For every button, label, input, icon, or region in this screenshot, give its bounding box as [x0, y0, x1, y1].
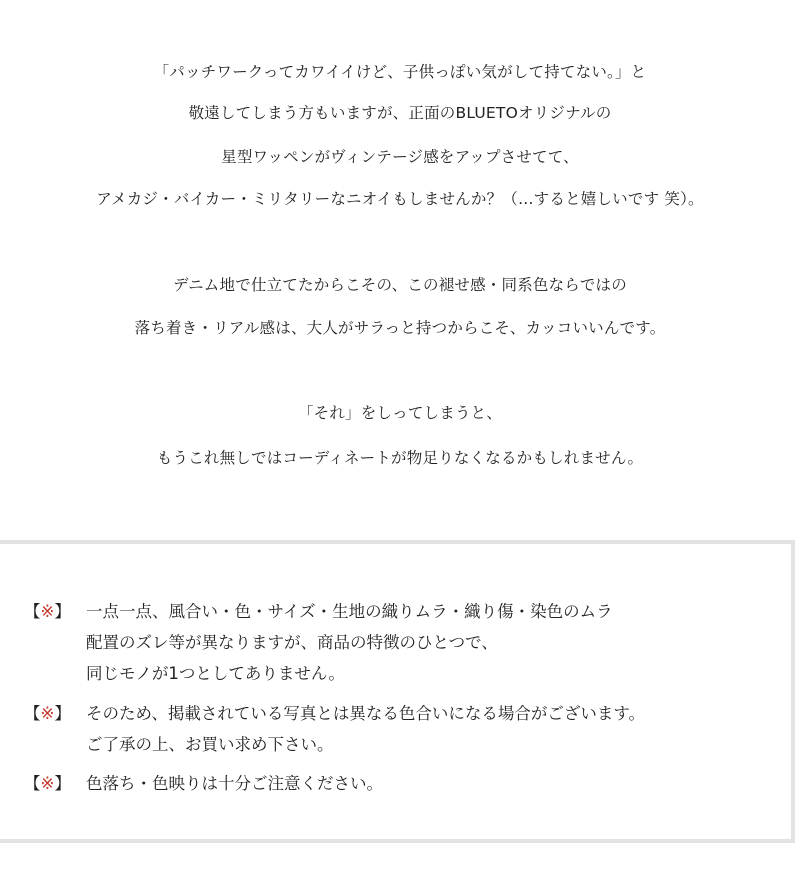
asterisk-icon: ※	[40, 704, 55, 723]
asterisk-icon: ※	[40, 774, 55, 793]
description-line: 敬遠してしまう方もいますが、正面のBLUETOオリジナルの	[188, 104, 612, 122]
description-line: 「パッチワークってカワイイけど、子供っぽい気がして持てない。」と	[153, 63, 647, 81]
description-line: もうこれ無しではコーディネートが物足りなくなるかもしれません。	[156, 449, 644, 467]
description-line: 落ち着き・リアル感は、大人がサラっと持つからこそ、カッコいいんです。	[134, 319, 666, 337]
note-line: 一点一点、風合い・色・サイズ・生地の織りムラ・織り傷・染色のムラ	[86, 602, 613, 621]
note-marker: 【※】	[24, 774, 71, 793]
note-line: ご了承の上、お買い求め下さい。	[86, 735, 334, 754]
note-line: そのため、掲載されている写真とは異なる色合いになる場合がございます。	[86, 704, 646, 723]
note-marker: 【※】	[24, 602, 71, 621]
description-line: アメカジ・バイカー・ミリタリーなニオイもしませんか？（…すると嬉しいです 笑）。	[96, 190, 704, 208]
notes-box	[0, 540, 795, 843]
note-marker: 【※】	[24, 704, 71, 723]
asterisk-icon: ※	[40, 602, 55, 621]
description-line: 星型ワッペンがヴィンテージ感をアップさせてて、	[221, 148, 579, 166]
description-line: 「それ」をしってしまうと、	[297, 404, 503, 422]
note-line: 同じモノが1つとしてありません。	[86, 664, 345, 683]
note-line: 色落ち・色映りは十分ご注意ください。	[86, 774, 383, 793]
note-line: 配置のズレ等が異なりますが、商品の特徴のひとつで、	[86, 633, 498, 652]
description-line: デニム地で仕立てたからこその、この褪せ感・同系色ならではの	[173, 276, 627, 294]
